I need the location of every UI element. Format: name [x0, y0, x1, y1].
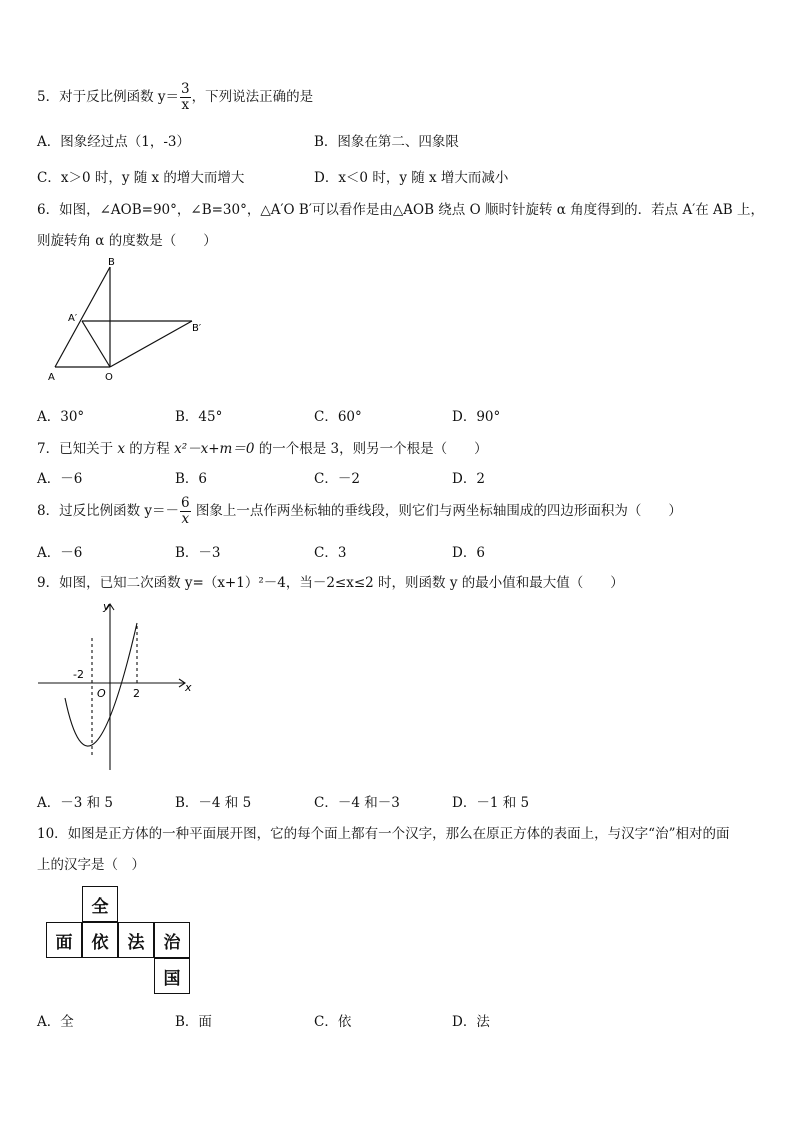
q6-stem-line1	[37, 198, 764, 218]
q7-option-b[interactable]: B．6	[175, 471, 208, 487]
q6-option-d[interactable]: D．90°	[452, 409, 501, 425]
q7-text-b: 的方程	[125, 441, 175, 457]
q8-option-d[interactable]: D．6	[452, 545, 485, 561]
net-cell-row-1: 面	[46, 922, 82, 958]
q7-number: 7．	[37, 441, 60, 457]
q8-frac-den: x	[181, 511, 190, 527]
q6-line1-text: 如图，∠AOB=90°，∠B=30°，△A′O B′可以看作是由△AOB 绕点 O 顺时针旋转 α 角度得到的．若点 A′在 AB 上，	[59, 202, 765, 218]
q5-option-c[interactable]: C．x＞0 时，y 随 x 的增大而增大	[37, 170, 245, 186]
q8-text-after: 图象上一点作两坐标轴的垂线段，则它们与两坐标轴围成的四边形面积为（ ）	[191, 503, 682, 519]
segment-ab	[55, 267, 110, 367]
q10-option-a[interactable]: A．全	[37, 1014, 74, 1030]
parabola-curve	[65, 623, 137, 746]
label-a: A	[48, 372, 55, 383]
q10-stem-line1	[37, 822, 730, 842]
q6-option-c[interactable]: C．60°	[314, 409, 362, 425]
q9-parabola-graph	[35, 598, 200, 778]
q10-number: 10．	[37, 826, 68, 842]
q8-stem	[37, 496, 682, 527]
q9-option-a[interactable]: A．－3 和 5	[37, 795, 114, 811]
q7-equation: x²－x+m＝0	[174, 441, 255, 457]
q6-number: 6．	[37, 202, 60, 218]
q9-text: 如图，已知二次函数 y=（x+1）²－4，当－2≤x≤2 时，则函数 y 的最小值和最大值（ ）	[59, 575, 624, 591]
q5-frac-num: 3	[181, 81, 190, 97]
q7-option-a[interactable]: A．－6	[37, 471, 83, 487]
q8-text-before: 过反比例函数 y＝－	[59, 503, 180, 519]
label-b-prime: B′	[192, 323, 202, 334]
net-cell-row-3: 法	[118, 922, 154, 958]
net-cell-row-2: 依	[82, 922, 118, 958]
q9-option-d[interactable]: D．－1 和 5	[452, 795, 530, 811]
q6-rotation-figure	[40, 255, 220, 385]
q8-number: 8．	[37, 503, 60, 519]
q8-frac-num: 6	[181, 495, 190, 511]
q8-option-a[interactable]: A．－6	[37, 545, 83, 561]
q5-option-b[interactable]: B．图象在第二、四象限	[314, 134, 459, 150]
q10-option-d[interactable]: D．法	[452, 1014, 490, 1030]
q5-stem	[37, 82, 313, 113]
q9-number: 9．	[37, 575, 60, 591]
q5-option-a[interactable]: A．图象经过点（1，-3）	[37, 134, 190, 150]
q5-frac-den: x	[181, 97, 190, 113]
q7-stem	[37, 437, 488, 457]
q9-option-c[interactable]: C．－4 和－3	[314, 795, 400, 811]
q7-var-x: x	[117, 441, 126, 457]
q10-option-b[interactable]: B．面	[175, 1014, 212, 1030]
q5-option-d[interactable]: D．x＜0 时，y 随 x 增大而减小	[314, 170, 509, 186]
segment-a1o	[82, 321, 110, 367]
q9-stem	[37, 571, 624, 591]
net-cell-bottom: 国	[154, 958, 190, 994]
label-o: O	[105, 372, 113, 383]
q7-option-d[interactable]: D．2	[452, 471, 485, 487]
q6-option-a[interactable]: A．30°	[37, 409, 85, 425]
y-axis-label: y	[103, 600, 110, 613]
q8-option-b[interactable]: B．－3	[175, 545, 221, 561]
tick-label-2: 2	[133, 687, 140, 700]
q5-text-after: ，下列说法正确的是	[191, 89, 314, 105]
q7-text-c: 的一个根是 3，则另一个根是（ ）	[254, 441, 488, 457]
net-cell-row-4: 治	[154, 922, 190, 958]
x-axis-label: x	[185, 681, 192, 694]
q9-option-b[interactable]: B．－4 和 5	[175, 795, 252, 811]
label-a-prime: A′	[68, 313, 78, 324]
q5-fraction	[180, 82, 191, 113]
tick-label-neg2: -2	[73, 668, 84, 681]
q10-cube-net	[46, 886, 196, 996]
segment-ob1	[110, 321, 192, 367]
q7-option-c[interactable]: C．－2	[314, 471, 360, 487]
q7-text-a: 已知关于	[59, 441, 118, 457]
q8-option-c[interactable]: C．3	[314, 545, 347, 561]
origin-label: O	[97, 687, 106, 700]
q5-text-before: 对于反比例函数 y＝	[59, 89, 180, 105]
q10-option-c[interactable]: C．依	[314, 1014, 352, 1030]
q8-fraction	[180, 496, 191, 527]
q10-line1-text: 如图是正方体的一种平面展开图，它的每个面上都有一个汉字，那么在原正方体的表面上，与汉字“治”相对的面	[67, 826, 730, 842]
q5-number: 5．	[37, 89, 60, 105]
q10-stem-line2: 上的汉字是（ ）	[37, 857, 145, 873]
net-cell-top: 全	[82, 886, 118, 922]
label-b: B	[108, 257, 115, 268]
q6-stem-line2: 则旋转角 α 的度数是（ ）	[37, 233, 217, 249]
q6-option-b[interactable]: B．45°	[175, 409, 223, 425]
